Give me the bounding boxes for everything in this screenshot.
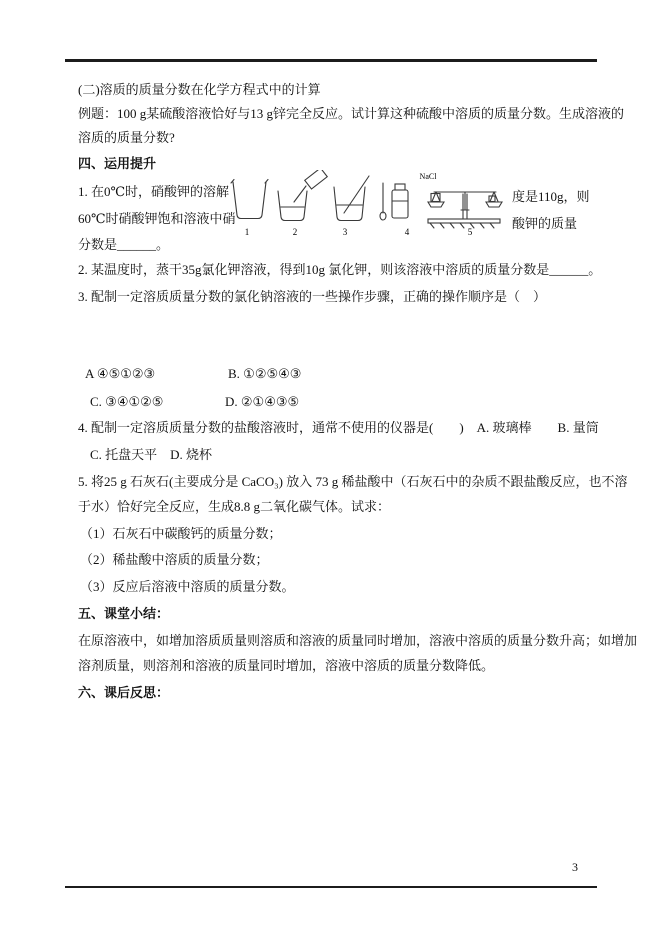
example-line1: 例题：100 g某硫酸溶液恰好与13 g锌完全反应。试计算这种硫酸中溶质的质量分数。生成溶液的 [78, 106, 625, 121]
q1-right-line1: 度是110g，则 [512, 189, 590, 204]
q5-sub2: （2）稀盐酸中溶质的质量分数； [80, 552, 269, 567]
q1-left-line2: 60℃时硝酸钾饱和溶液中硝 [78, 211, 236, 226]
page-number: 3 [572, 860, 578, 874]
reagent-bottle-icon [392, 184, 408, 218]
bottom-rule [65, 886, 597, 888]
spatula-icon [380, 183, 386, 220]
step-number-3: 3 [342, 227, 348, 237]
step-number-4: 4 [404, 227, 410, 237]
step-number-2: 2 [292, 227, 298, 237]
q3-option-c: C. ③④①②⑤ [90, 394, 164, 409]
balance-icon [428, 192, 502, 228]
q1-left-line1: 1. 在0℃时，硝酸钾的溶解 [78, 184, 230, 199]
q3-option-d: D. ②①④③⑤ [225, 394, 300, 409]
section6-title: 六、课后反思： [78, 685, 170, 700]
section5-title: 五、课堂小结： [78, 606, 170, 621]
pouring-liquid-icon [278, 170, 327, 221]
step-number-1: 1 [244, 227, 250, 237]
bottle-label: NaCl [419, 172, 437, 181]
q5-line2: 于水）恰好完全反应，生成8.8 g二氧化碳气体。试求： [78, 499, 391, 514]
stirring-beaker-icon [334, 176, 369, 221]
q1-right-line2: 酸钾的质量 [512, 216, 578, 231]
example-line2: 溶质的质量分数? [78, 130, 175, 145]
summary-line1: 在原溶液中，如增加溶质质量则溶质和溶液的质量同时增加，溶液中溶质的质量分数升高；如增加 [78, 633, 638, 648]
q1-left-line3: 分数是______。 [78, 237, 170, 252]
q4-line2: C. 托盘天平 D. 烧杯 [90, 447, 213, 462]
section4-title: 四、运用提升 [78, 156, 157, 171]
q2-text: 2. 某温度时，蒸干35g氯化钾溶液，得到10g 氯化钾，则该溶液中溶质的质量分数是______。 [78, 262, 602, 277]
step-number-5: 5 [467, 227, 473, 237]
q4-line1: 4. 配制一定溶质质量分数的盐酸溶液时，通常不使用的仪器是( ) A. 玻璃棒 B. 量筒 [78, 420, 599, 435]
preparation-steps-figure [222, 170, 507, 238]
empty-beaker-icon [231, 180, 268, 219]
q5-line1: 5. 将25 g 石灰石(主要成分是 CaCO₃) 放入 73 g 稀盐酸中（石灰石中的杂质不跟盐酸反应，也不溶 [78, 474, 628, 489]
q5-sub1: （1）石灰石中碳酸钙的质量分数； [80, 526, 282, 541]
section2-title: (二)溶质的质量分数在化学方程式中的计算 [78, 82, 321, 97]
q3-option-a: A ④⑤①②③ [85, 366, 156, 381]
q3-option-b: B. ①②⑤④③ [228, 366, 302, 381]
summary-line2: 溶剂质量，则溶剂和溶液的质量同时增加，溶液中溶质的质量分数降低。 [78, 658, 495, 673]
q5-sub3: （3）反应后溶液中溶质的质量分数。 [80, 579, 295, 594]
q3-text: 3. 配制一定溶质质量分数的氯化钠溶液的一些操作步骤，正确的操作顺序是（ ） [78, 289, 547, 304]
top-rule [65, 59, 597, 62]
